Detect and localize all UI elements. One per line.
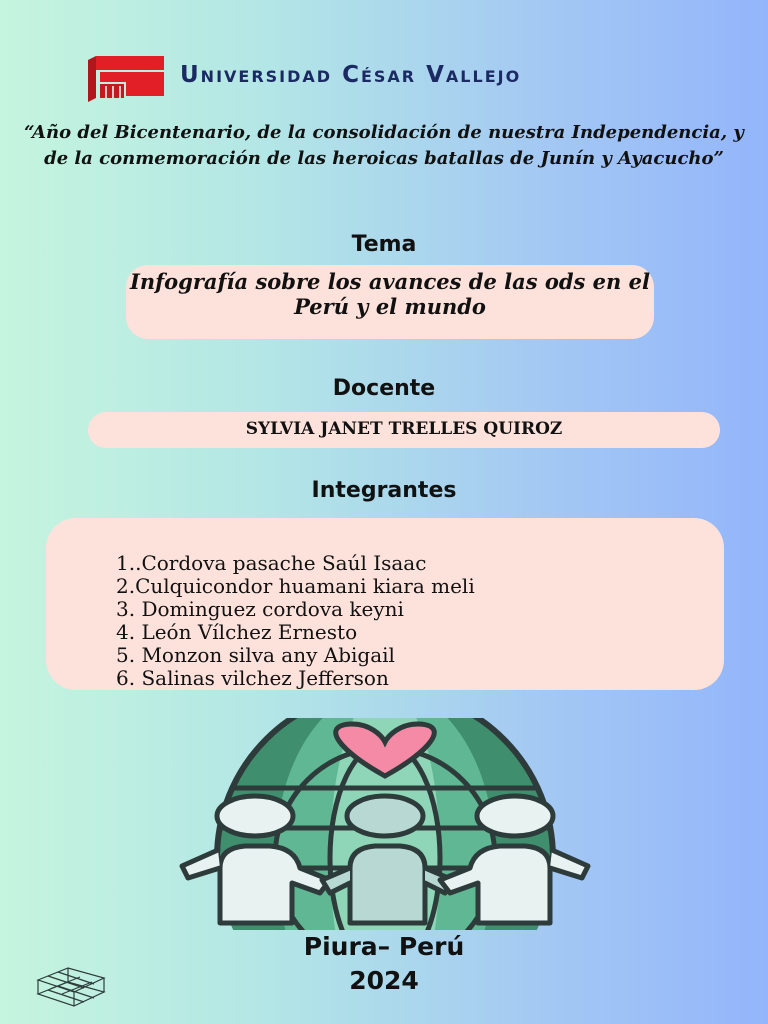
list-item: 2.Culquicondor huamani kiara meli [116, 574, 475, 598]
integrantes-box [46, 518, 724, 690]
year-text: 2024 [349, 966, 419, 995]
integrantes-list [116, 552, 475, 690]
ucv-logo-icon [86, 52, 166, 104]
docente-label: Docente [332, 376, 436, 401]
tema-text: Infografía sobre los avances de las ods en el Perú y el mundo [130, 269, 650, 319]
university-name: Universidad César Vallejo [180, 62, 522, 88]
list-item: 1..Cordova pasache Saúl Isaac [116, 551, 427, 575]
tema-label: Tema [351, 232, 417, 257]
list-item: 5. Monzon silva any Abigail [116, 643, 395, 667]
integrantes-label: Integrantes [311, 478, 457, 503]
place-text: Piura– Perú [303, 932, 465, 961]
year-quote: “Año del Bicentenario, de la consolidación de nuestra Independencia, y de la conmemoración de las heroicas batallas de Junín y Ayacucho” [24, 122, 744, 169]
globe-people-heart-icon [170, 718, 600, 930]
docente-name: SYLVIA JANET TRELLES QUIROZ [245, 419, 563, 439]
tema-box [126, 265, 654, 339]
list-item: 4. León Vílchez Ernesto [116, 620, 358, 644]
header [0, 48, 768, 108]
docente-box [88, 412, 720, 448]
list-item: 3. Dominguez cordova keyni [116, 597, 404, 621]
list-item: 6. Salinas vilchez Jefferson [116, 666, 389, 690]
wireframe-cube-icon [28, 960, 114, 1010]
